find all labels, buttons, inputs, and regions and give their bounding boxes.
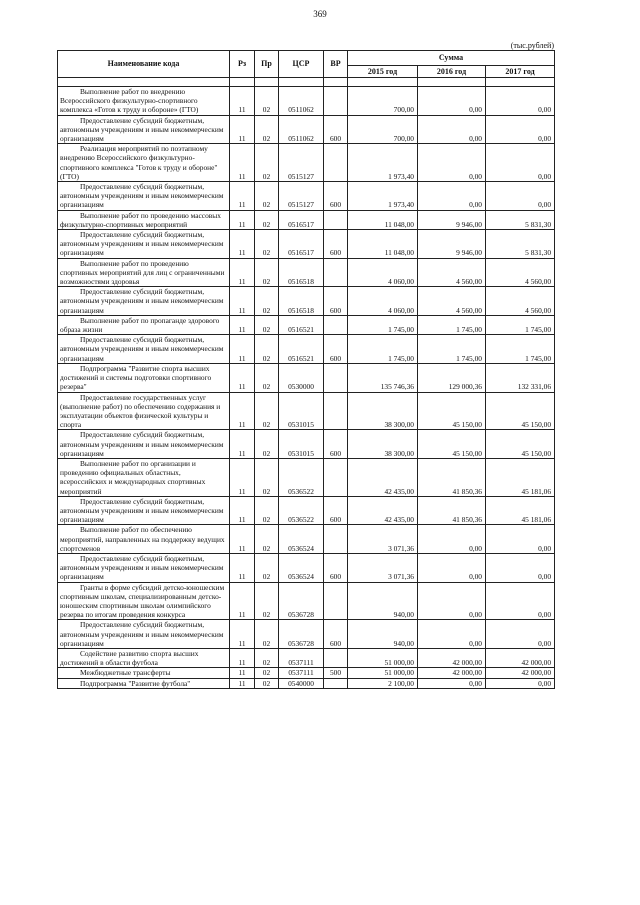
table-row (58, 430, 555, 459)
cell-rz: 11 (230, 678, 255, 688)
cell-vr: 600 (324, 553, 348, 582)
table-row (58, 335, 555, 364)
cell-vr: 600 (324, 430, 348, 459)
cell-csr: 0515127 (279, 182, 324, 211)
cell-2015: 700,00 (348, 115, 418, 144)
cell-vr (324, 648, 348, 667)
units-label: (тыс.рублей) (510, 41, 554, 50)
cell-2015: 1 973,40 (348, 182, 418, 211)
header-pr: Пр (255, 51, 279, 78)
table-row (58, 668, 555, 678)
cell-2016: 0,00 (418, 553, 486, 582)
table-row (58, 582, 555, 620)
cell-rz: 11 (230, 258, 255, 287)
table-row (58, 258, 555, 287)
cell-2015: 1 973,40 (348, 144, 418, 182)
cell-name: Предоставление субсидий бюджетным, автономным учреждениям и иным некоммерческим организациям (58, 182, 230, 211)
table-row (58, 525, 555, 554)
cell-name: Выполнение работ по проведению спортивных мероприятий для лиц с ограниченными возможностями здоровья (58, 258, 230, 287)
spacer-row (58, 78, 555, 87)
cell-pr: 02 (255, 144, 279, 182)
cell-csr: 0531015 (279, 430, 324, 459)
cell-csr: 0516521 (279, 335, 324, 364)
cell-csr: 0536522 (279, 458, 324, 496)
table-row (58, 648, 555, 667)
cell-name: Гранты в форме субсидий детско-юношеским спортивным школам, специализированным детско-юношеским спортивным школам олимпийского резерва по итогам проведения конкурса (58, 582, 230, 620)
cell-2015: 42 435,00 (348, 496, 418, 525)
cell-pr: 02 (255, 648, 279, 667)
cell-pr: 02 (255, 458, 279, 496)
cell-vr (324, 258, 348, 287)
cell-name: Подпрограмма "Развитие футбола" (58, 678, 230, 688)
cell-rz: 11 (230, 458, 255, 496)
cell-2016: 42 000,00 (418, 648, 486, 667)
cell-name: Предоставление субсидий бюджетным, автономным учреждениям и иным некоммерческим организациям (58, 115, 230, 144)
table-row (58, 678, 555, 688)
cell-2017: 0,00 (486, 553, 555, 582)
cell-2016: 4 560,00 (418, 258, 486, 287)
table-body (58, 78, 555, 689)
cell-rz: 11 (230, 553, 255, 582)
cell-rz: 11 (230, 115, 255, 144)
header-rz: Рз (230, 51, 255, 78)
cell-2016: 129 000,36 (418, 363, 486, 392)
cell-2017: 0,00 (486, 678, 555, 688)
cell-csr: 0536728 (279, 620, 324, 649)
header-year-2015: 2015 год (348, 66, 418, 78)
table-row (58, 553, 555, 582)
cell-rz: 11 (230, 144, 255, 182)
cell-csr: 0531015 (279, 392, 324, 430)
cell-vr: 600 (324, 115, 348, 144)
cell-2017: 42 000,00 (486, 648, 555, 667)
cell-pr: 02 (255, 87, 279, 116)
table-row (58, 287, 555, 316)
table-row (58, 210, 555, 229)
table-row (58, 230, 555, 259)
cell-pr: 02 (255, 553, 279, 582)
cell-name: Предоставление субсидий бюджетным, автономным учреждениям и иным некоммерческим организациям (58, 553, 230, 582)
page-number: 369 (313, 9, 327, 19)
cell-pr: 02 (255, 620, 279, 649)
cell-csr: 0536524 (279, 525, 324, 554)
cell-name: Предоставление субсидий бюджетным, автономным учреждениям и иным некоммерческим организациям (58, 496, 230, 525)
cell-2015: 1 745,00 (348, 335, 418, 364)
cell-vr: 500 (324, 668, 348, 678)
cell-pr: 02 (255, 210, 279, 229)
cell-rz: 11 (230, 182, 255, 211)
cell-2016: 0,00 (418, 144, 486, 182)
cell-2015: 940,00 (348, 582, 418, 620)
cell-2017: 0,00 (486, 144, 555, 182)
cell-vr (324, 525, 348, 554)
cell-name: Предоставление субсидий бюджетным, автономным учреждениям и иным некоммерческим организациям (58, 620, 230, 649)
cell-2015: 4 060,00 (348, 287, 418, 316)
cell-pr: 02 (255, 230, 279, 259)
header-name: Наименование кода (58, 51, 230, 78)
cell-2017: 4 560,00 (486, 287, 555, 316)
cell-rz: 11 (230, 496, 255, 525)
cell-rz: 11 (230, 87, 255, 116)
table-row (58, 392, 555, 430)
header-year-2016: 2016 год (418, 66, 486, 78)
cell-vr (324, 363, 348, 392)
header-year-2017: 2017 год (486, 66, 555, 78)
cell-rz: 11 (230, 668, 255, 678)
cell-name: Выполнение работ по организации и проведению официальных областных, всероссийских и международных спортивных мероприятий (58, 458, 230, 496)
cell-2017: 4 560,00 (486, 258, 555, 287)
cell-name: Подпрограмма "Развитие спорта высших достижений и системы подготовки спортивного резерва" (58, 363, 230, 392)
cell-2016: 1 745,00 (418, 335, 486, 364)
cell-vr (324, 458, 348, 496)
cell-pr: 02 (255, 678, 279, 688)
cell-csr: 0516517 (279, 210, 324, 229)
cell-csr: 0536728 (279, 582, 324, 620)
cell-pr: 02 (255, 525, 279, 554)
table-row (58, 363, 555, 392)
cell-name: Межбюджетные трансферты (58, 668, 230, 678)
cell-vr: 600 (324, 230, 348, 259)
cell-2015: 38 300,00 (348, 392, 418, 430)
cell-2015: 42 435,00 (348, 458, 418, 496)
cell-pr: 02 (255, 287, 279, 316)
cell-2015: 4 060,00 (348, 258, 418, 287)
cell-csr: 0516521 (279, 315, 324, 334)
cell-2016: 41 850,36 (418, 458, 486, 496)
cell-2016: 0,00 (418, 87, 486, 116)
cell-2016: 41 850,36 (418, 496, 486, 525)
cell-2015: 3 071,36 (348, 553, 418, 582)
cell-rz: 11 (230, 620, 255, 649)
cell-2017: 45 150,00 (486, 430, 555, 459)
cell-rz: 11 (230, 648, 255, 667)
cell-2017: 5 831,30 (486, 230, 555, 259)
cell-pr: 02 (255, 335, 279, 364)
cell-2015: 38 300,00 (348, 430, 418, 459)
cell-2017: 0,00 (486, 115, 555, 144)
cell-2017: 45 181,06 (486, 458, 555, 496)
cell-2017: 1 745,00 (486, 335, 555, 364)
cell-vr: 600 (324, 496, 348, 525)
cell-name: Предоставление субсидий бюджетным, автономным учреждениям и иным некоммерческим организациям (58, 430, 230, 459)
table-row (58, 458, 555, 496)
budget-table (57, 50, 555, 689)
cell-2017: 45 181,06 (486, 496, 555, 525)
cell-2017: 0,00 (486, 87, 555, 116)
cell-rz: 11 (230, 430, 255, 459)
cell-pr: 02 (255, 430, 279, 459)
cell-csr: 0536522 (279, 496, 324, 525)
cell-csr: 0516517 (279, 230, 324, 259)
cell-rz: 11 (230, 210, 255, 229)
header-sum: Сумма (348, 51, 555, 66)
cell-vr (324, 210, 348, 229)
cell-2015: 700,00 (348, 87, 418, 116)
cell-name: Выполнение работ по внедрению Всероссийского физкультурно-спортивного комплекса «Готов к труду и обороне» (ГТО) (58, 87, 230, 116)
cell-vr: 600 (324, 335, 348, 364)
cell-2017: 132 331,06 (486, 363, 555, 392)
cell-2017: 0,00 (486, 525, 555, 554)
cell-2015: 135 746,36 (348, 363, 418, 392)
cell-csr: 0515127 (279, 144, 324, 182)
cell-2016: 9 946,00 (418, 230, 486, 259)
cell-vr: 600 (324, 620, 348, 649)
cell-vr (324, 87, 348, 116)
cell-2016: 0,00 (418, 678, 486, 688)
cell-pr: 02 (255, 392, 279, 430)
cell-2016: 0,00 (418, 182, 486, 211)
cell-pr: 02 (255, 315, 279, 334)
table-row (58, 496, 555, 525)
cell-pr: 02 (255, 496, 279, 525)
cell-pr: 02 (255, 115, 279, 144)
cell-2015: 3 071,36 (348, 525, 418, 554)
cell-2017: 0,00 (486, 620, 555, 649)
cell-2015: 51 000,00 (348, 668, 418, 678)
cell-name: Реализация мероприятий по поэтапному внедрению Всероссийского физкультурно-спортивного комплекса "Готов к труду и обороне" (ГТО) (58, 144, 230, 182)
cell-name: Предоставление субсидий бюджетным, автономным учреждениям и иным некоммерческим организациям (58, 335, 230, 364)
table-row (58, 182, 555, 211)
cell-2017: 42 000,00 (486, 668, 555, 678)
cell-rz: 11 (230, 363, 255, 392)
cell-name: Выполнение работ по обеспечению мероприятий, направленных на поддержку ведущих спортсменов (58, 525, 230, 554)
header-vr: ВР (324, 51, 348, 78)
cell-vr (324, 315, 348, 334)
cell-pr: 02 (255, 182, 279, 211)
cell-vr: 600 (324, 287, 348, 316)
cell-2016: 9 946,00 (418, 210, 486, 229)
cell-name: Выполнение работ по пропаганде здорового образа жизни (58, 315, 230, 334)
cell-vr (324, 678, 348, 688)
cell-vr (324, 582, 348, 620)
table-row (58, 315, 555, 334)
cell-2017: 0,00 (486, 582, 555, 620)
cell-2017: 1 745,00 (486, 315, 555, 334)
cell-name: Содействие развитию спорта высших достижений в области футбола (58, 648, 230, 667)
cell-2015: 1 745,00 (348, 315, 418, 334)
cell-2016: 0,00 (418, 115, 486, 144)
cell-csr: 0516518 (279, 258, 324, 287)
cell-2015: 940,00 (348, 620, 418, 649)
table-row (58, 87, 555, 116)
header-csr: ЦСР (279, 51, 324, 78)
cell-pr: 02 (255, 582, 279, 620)
cell-name: Выполнение работ по проведению массовых физкультурно-спортивных мероприятий (58, 210, 230, 229)
cell-rz: 11 (230, 582, 255, 620)
cell-2015: 11 048,00 (348, 210, 418, 229)
cell-vr (324, 392, 348, 430)
cell-csr: 0540000 (279, 678, 324, 688)
cell-name: Предоставление государственных услуг (выполнение работ) по обеспечению содержания и эксплуатации объектов физической культуры и спорта (58, 392, 230, 430)
cell-2016: 42 000,00 (418, 668, 486, 678)
cell-vr: 600 (324, 182, 348, 211)
cell-csr: 0537111 (279, 668, 324, 678)
cell-rz: 11 (230, 335, 255, 364)
cell-csr: 0516518 (279, 287, 324, 316)
cell-csr: 0511062 (279, 87, 324, 116)
cell-2015: 51 000,00 (348, 648, 418, 667)
cell-pr: 02 (255, 668, 279, 678)
cell-2015: 2 100,00 (348, 678, 418, 688)
cell-name: Предоставление субсидий бюджетным, автономным учреждениям и иным некоммерческим организациям (58, 230, 230, 259)
table-row (58, 144, 555, 182)
cell-2017: 45 150,00 (486, 392, 555, 430)
cell-rz: 11 (230, 315, 255, 334)
cell-vr (324, 144, 348, 182)
cell-2017: 5 831,30 (486, 210, 555, 229)
cell-rz: 11 (230, 230, 255, 259)
cell-rz: 11 (230, 392, 255, 430)
cell-csr: 0511062 (279, 115, 324, 144)
cell-name: Предоставление субсидий бюджетным, автономным учреждениям и иным некоммерческим организациям (58, 287, 230, 316)
cell-2016: 0,00 (418, 525, 486, 554)
table-header (58, 51, 555, 78)
cell-pr: 02 (255, 363, 279, 392)
cell-pr: 02 (255, 258, 279, 287)
cell-rz: 11 (230, 287, 255, 316)
cell-2017: 0,00 (486, 182, 555, 211)
cell-2016: 0,00 (418, 582, 486, 620)
cell-2016: 4 560,00 (418, 287, 486, 316)
cell-rz: 11 (230, 525, 255, 554)
table-row (58, 620, 555, 649)
cell-2016: 1 745,00 (418, 315, 486, 334)
cell-2016: 45 150,00 (418, 430, 486, 459)
table-row (58, 115, 555, 144)
cell-2015: 11 048,00 (348, 230, 418, 259)
cell-csr: 0530000 (279, 363, 324, 392)
cell-2016: 0,00 (418, 620, 486, 649)
cell-2016: 45 150,00 (418, 392, 486, 430)
cell-csr: 0536524 (279, 553, 324, 582)
cell-csr: 0537111 (279, 648, 324, 667)
